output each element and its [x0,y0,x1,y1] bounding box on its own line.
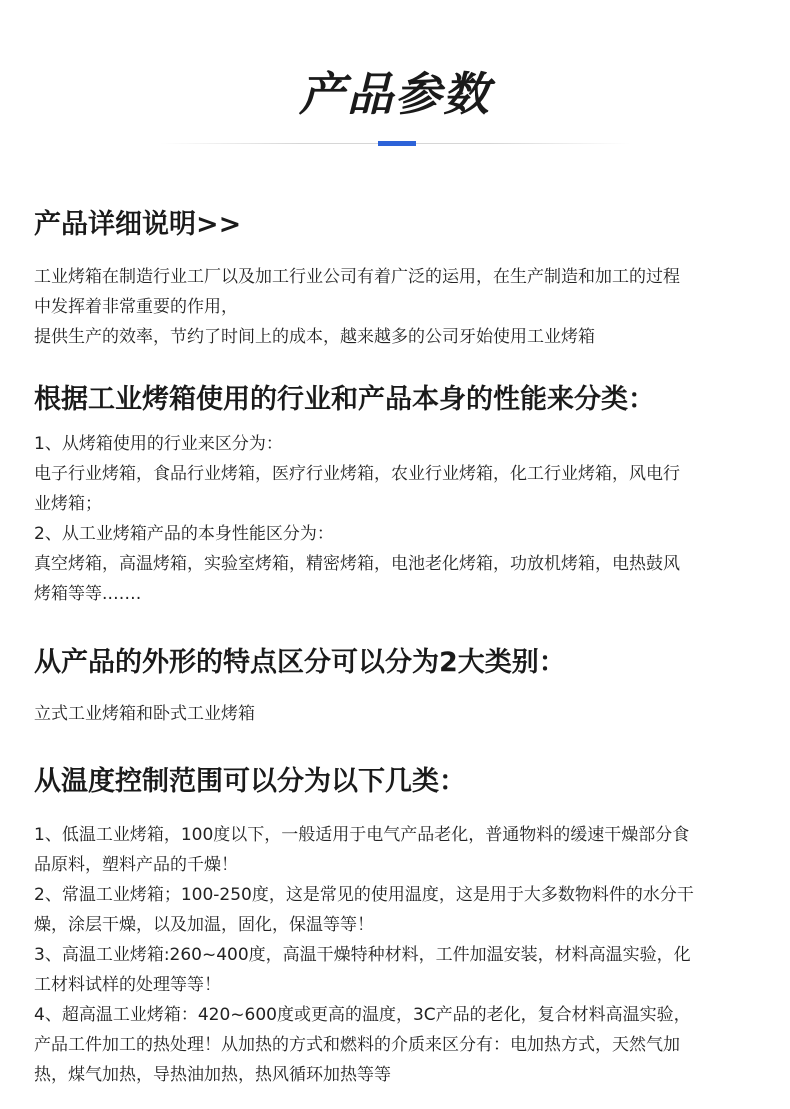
section-heading: 产品详细说明>> [34,209,242,240]
paragraph-line: 热，煤气加热，导热油加热，热风循环加热等等 [34,1065,391,1085]
section-product-description [34,205,762,352]
section-heading: 从温度控制范围可以分为以下几类： [34,766,466,797]
paragraph-line: 真空烤箱，高温烤箱，实验室烤箱，精密烤箱，电池老化烤箱，功放机烤箱，电热鼓风 [34,554,680,574]
paragraph-line: 2、从工业烤箱产品的本身性能区分为： [34,524,334,544]
page-title: 产品参数 [299,67,491,121]
content-body [34,205,762,1090]
paragraph-line: 烤箱等等.…… [34,584,142,604]
section-classification-by-temperature [34,762,762,1090]
section-classification-by-shape [34,643,762,729]
paragraph-line: 1、从烤箱使用的行业来区分为： [34,434,283,454]
paragraph-line: 立式工业烤箱和卧式工业烤箱 [34,704,255,724]
paragraph-line: 业烤箱； [34,494,102,514]
paragraph-line: 1、低温工业烤箱，100度以下，一般适用于电气产品老化，普通物料的缓速干燥部分食 [34,825,690,845]
paragraph-line: 提供生产的效率，节约了时间上的成本，越来越多的公司牙始使用工业烤箱 [34,327,595,347]
paragraph-line: 中发挥着非常重要的作用， [34,297,238,317]
section-heading: 根据工业烤箱使用的行业和产品本身的性能来分类： [34,384,655,415]
section-classification-by-industry [34,380,762,609]
title-accent-bar [378,141,416,146]
paragraph-line: 品原料，塑料产品的千燥！ [34,855,238,875]
paragraph-line: 燥，涂层干燥，以及加温，固化，保温等等！ [34,915,374,935]
paragraph-line: 2、常温工业烤箱；100-250度，这是常见的使用温度，这是用于大多数物料件的水分干 [34,885,694,905]
section-heading: 从产品的外形的特点区分可以分为2大类别： [34,647,566,678]
paragraph-line: 产品工件加工的热处理！从加热的方式和燃料的介质来区分有：电加热方式，天然气加 [34,1035,680,1055]
paragraph-line: 工业烤箱在制造行业工厂以及加工行业公司有着广泛的运用，在生产制造和加工的过程 [34,267,680,287]
paragraph-line: 4、超高温工业烤箱：420~600度或更高的温度，3C产品的老化，复合材料高温实验， [34,1005,691,1025]
paragraph-line: 工材料试样的处理等等！ [34,975,221,995]
paragraph-line: 电子行业烤箱，食品行业烤箱，医疗行业烤箱，农业行业烤箱，化工行业烤箱，风电行 [34,464,680,484]
paragraph-line: 3、高温工业烤箱:260~400度，高温干燥特种材料，工件加温安装，材料高温实验，化 [34,945,691,965]
page-header [0,62,790,126]
